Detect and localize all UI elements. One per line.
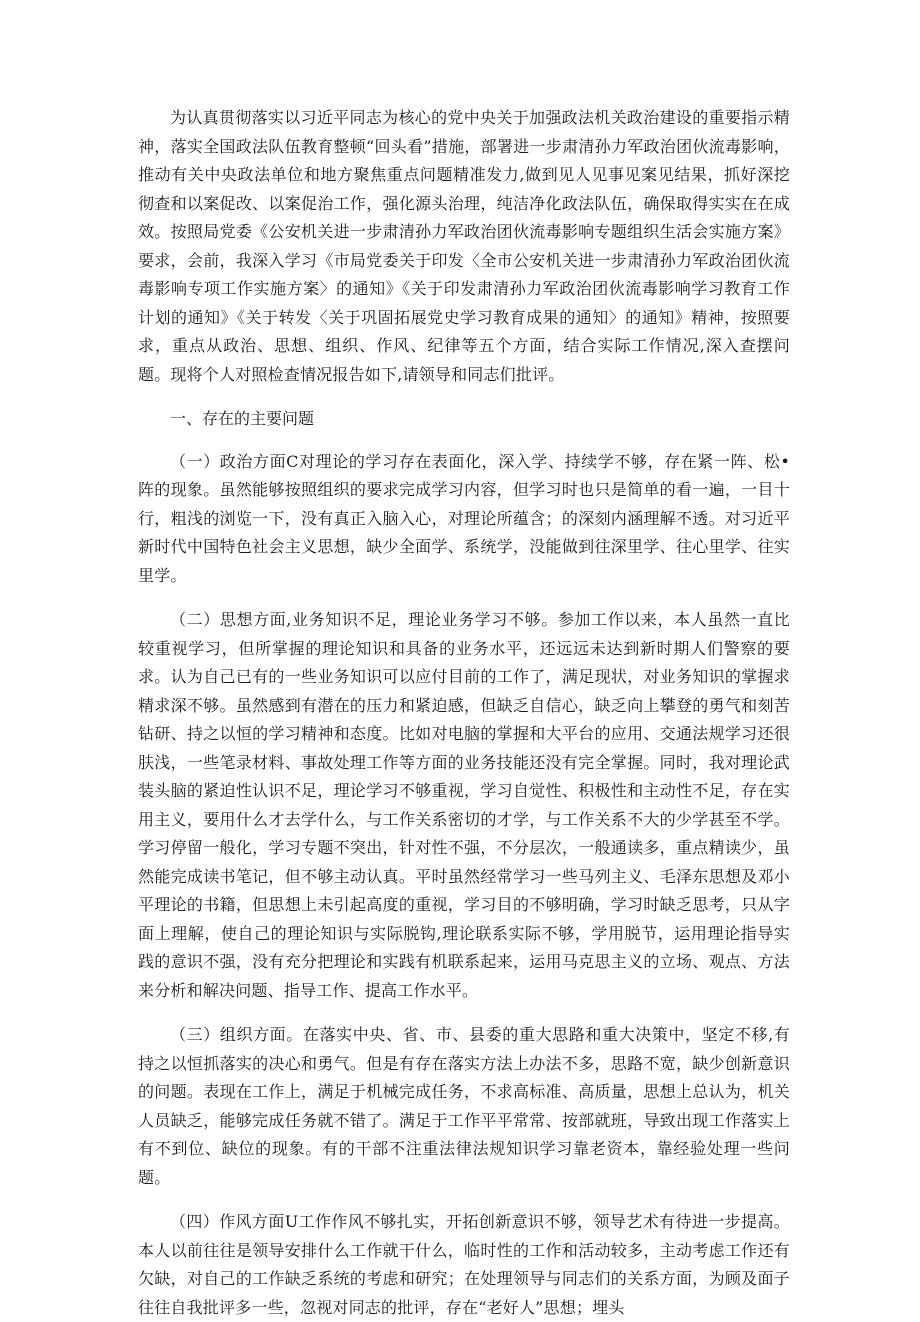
paragraph-organizational: （三）组织方面。在落实中央、省、市、县委的重大思路和重大决策中，坚定不移,有持之以恒抓落实的决心和勇气。但是有存在落实方法上办法不多，思路不宽，缺少创新意识的问题。表现在工作上，满足于机械完成任务，不求高标准、高质量，思想上总认为，机关人员缺乏，能够完成任务就不错了。满足于工作平平常常、按部就班，导致出现工作落实上有不到位、缺位的现象。有的干部不注重法律法规知识学习靠老资本，靠经验处理一些问题。 [138,1025,790,1187]
paragraph-political: （一）政治方面C对理论的学习存在表面化，深入学、持续学不够，存在紧一阵、松•阵的现象。虽然能够按照组织的要求完成学习内容，但学习时也只是简单的看一遍，一目十行，粗浅的浏览一下，没有真正入脑入心，对理论所蕴含；的深刻内涵理解不透。对习近平新时代中国特色社会主义思想，缺少全面学、系统学，没能做到往深里学、往心里学、往实里学。 [138,451,790,585]
intro-paragraph: 为认真贯彻落实以习近平同志为核心的党中央关于加强政法机关政治建设的重要指示精神，落实全国政法队伍教育整顿“回头看”措施，部署进一步肃清孙力军政治团伙流毒影响，推动有关中央政法单位和地方聚焦重点问题精准发力,做到见人见事见案见结果，抓好深挖彻查和以案促改、以案促治工作，强化源头治理，纯洁净化政法队伍，确保取得实实在在成效。按照局党委《公安机关进一步肃清孙力军政治团伙流毒影响专题组织生活会实施方案》要求，会前，我深入学习《市局党委关于印发〈全市公安机关进一步肃清孙力军政治团伙流毒影响专项工作实施方案〉的通知》《关于印发肃清孙力军政治团伙流毒影响学习教育工作计划的通知》《关于转发〈关于巩固拓展党史学习教育成果的通知〉的通知》精神，按照要求，重点从政治、思想、组织、作风、纪律等五个方面，结合实际工作情况,深入查摆问题。现将个人对照检查情况报告如下,请领导和同志们批评。 [138,108,790,384]
paragraph-work-style: （四）作风方面U工作作风不够扎实，开拓创新意识不够，领导艺术有待进一步提高。本人以前往往是领导安排什么工作就干什么，临时性的工作和活动较多，主动考虑工作还有欠缺，对自己的工作缺乏系统的考虑和研究；在处理领导与同志们的关系方面，为顾及面子往往自我批评多一些，忽视对同志的批评，存在“老好人”思想；埋头 [138,1212,790,1317]
section-heading: 一、存在的主要问题 [170,409,315,428]
paragraph-ideological: （二）思想方面,业务知识不足，理论业务学习不够。参加工作以来，本人虽然一直比较重视学习，但所掌握的理论知识和具备的业务水平，还远远未达到新时期人们警察的要求。认为自己已有的一些业务知识可以应付目前的工作了，满足现状，对业务知识的掌握求精求深不够。虽然感到有潜在的压力和紧迫感，但缺乏自信心，缺乏向上攀登的勇气和刻苦钻研、持之以恒的学习精神和态度。比如对电脑的掌握和大平台的应用、交通法规学习还很肤浅，一些笔录材料、事故处理工作等方面的业务技能还没有完全掌握。同时，我对理论武装头脑的紧迫性认识不足，理论学习不够重视，学习自觉性、积极性和主动性不足，存在实用主义，要用什么才去学什么，与工作关系密切的才学，与工作关系不大的少学甚至不学。学习停留一般化，学习专题不突出，针对性不强，不分层次，一般通读多，重点精读少，虽然能完成读书笔记，但不够主动认真。平时虽然经常学习一些马列主义、毛泽东思想及邓小平理论的书籍，但思想上未引起高度的重视，学习目的不够明确，学习时缺乏思考，只从字面上理解，使自己的理论知识与实际脱钩,理论联系实际不够，学用脱节，运用理论指导实践的意识不强，没有充分把理论和实践有机联系起来，运用马克思主义的立场、观点、方法来分析和解决问题、指导工作、提高工作水平。 [138,610,790,1000]
document-page [138,104,790,1322]
